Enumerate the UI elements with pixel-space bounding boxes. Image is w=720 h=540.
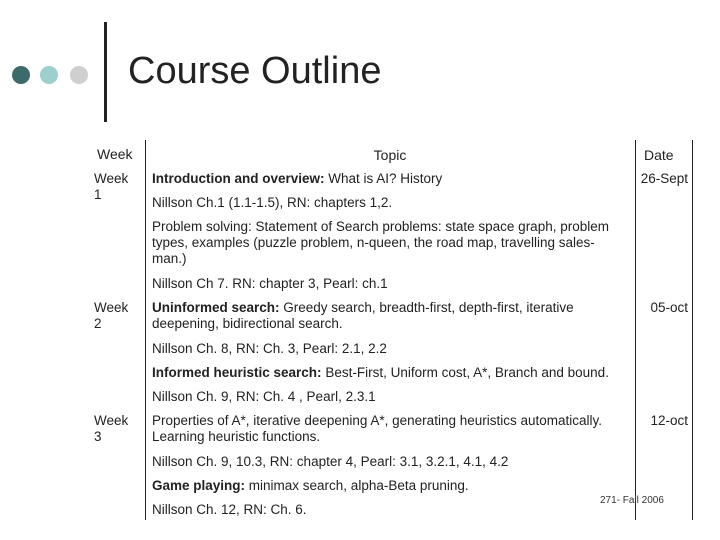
header-week: Week	[97, 146, 133, 162]
reading-text: Nillson Ch. 9, RN: Ch. 4 , Pearl, 2.3.1	[152, 389, 376, 404]
reading-text: Nillson Ch. 9, 10.3, RN: chapter 4, Pearl: 3.1, 3.2.1, 4.1, 4.2	[152, 454, 509, 469]
header-date: Date	[644, 147, 674, 163]
topic-informed-text: Best-First, Uniform cost, A*, Branch and bound.	[321, 365, 609, 380]
reading-text: Nillson Ch 7. RN: chapter 3, Pearl: ch.1	[152, 276, 388, 291]
table-divider-left	[145, 140, 146, 520]
topic-intro	[152, 171, 632, 187]
topic-informed-bold: Informed heuristic search:	[152, 365, 322, 380]
bullet-dot-dark	[12, 66, 30, 84]
week-label: Week 1	[94, 171, 129, 202]
header-topic: Topic	[373, 147, 407, 163]
bullet-dot-teal	[40, 66, 58, 84]
topic-problem-solving: Problem solving: Statement of Search problems: state space graph, problem types, examples (puzzle problem, n-queen, the road map, travelling sales-man.)	[152, 219, 609, 266]
topic-informed	[152, 365, 632, 381]
topic-uninformed-text: Greedy search, breadth-first, depth-first, iterative deepening, bidirectional search.	[152, 300, 574, 331]
date-label: 26-Sept	[640, 171, 688, 186]
bullet-dot-light	[70, 66, 88, 84]
topic-game-playing	[152, 478, 632, 494]
table-divider-right	[635, 140, 636, 520]
slide-footer: 271- Fall 2006	[600, 495, 664, 506]
week-label: Week 3	[94, 413, 129, 444]
date-label: 05-oct	[650, 300, 688, 315]
topic-astar: Properties of A*, iterative deepening A*, generating heuristics automatically. Learning heuristic functions.	[152, 413, 603, 444]
topic-game-text: minimax search, alpha-Beta pruning.	[245, 478, 469, 493]
topic-uninformed	[152, 300, 622, 332]
reading-text: Nillson Ch. 12, RN: Ch. 6.	[152, 502, 307, 517]
reading-text: Nillson Ch.1 (1.1-1.5), RN: chapters 1,2.	[152, 195, 393, 210]
topic-intro-bold: Introduction and overview:	[152, 171, 325, 186]
topic-intro-text: What is AI? History	[324, 171, 443, 186]
table-divider-edge	[692, 140, 693, 520]
reading-text: Nillson Ch. 8, RN: Ch. 3, Pearl: 2.1, 2.2	[152, 341, 387, 356]
title-divider	[104, 22, 107, 122]
date-label: 12-oct	[650, 413, 688, 428]
topic-uninformed-bold: Uninformed search:	[152, 300, 280, 315]
week-label: Week 2	[94, 300, 129, 331]
topic-game-bold: Game playing:	[152, 478, 246, 493]
slide-title: Course Outline	[128, 50, 382, 92]
